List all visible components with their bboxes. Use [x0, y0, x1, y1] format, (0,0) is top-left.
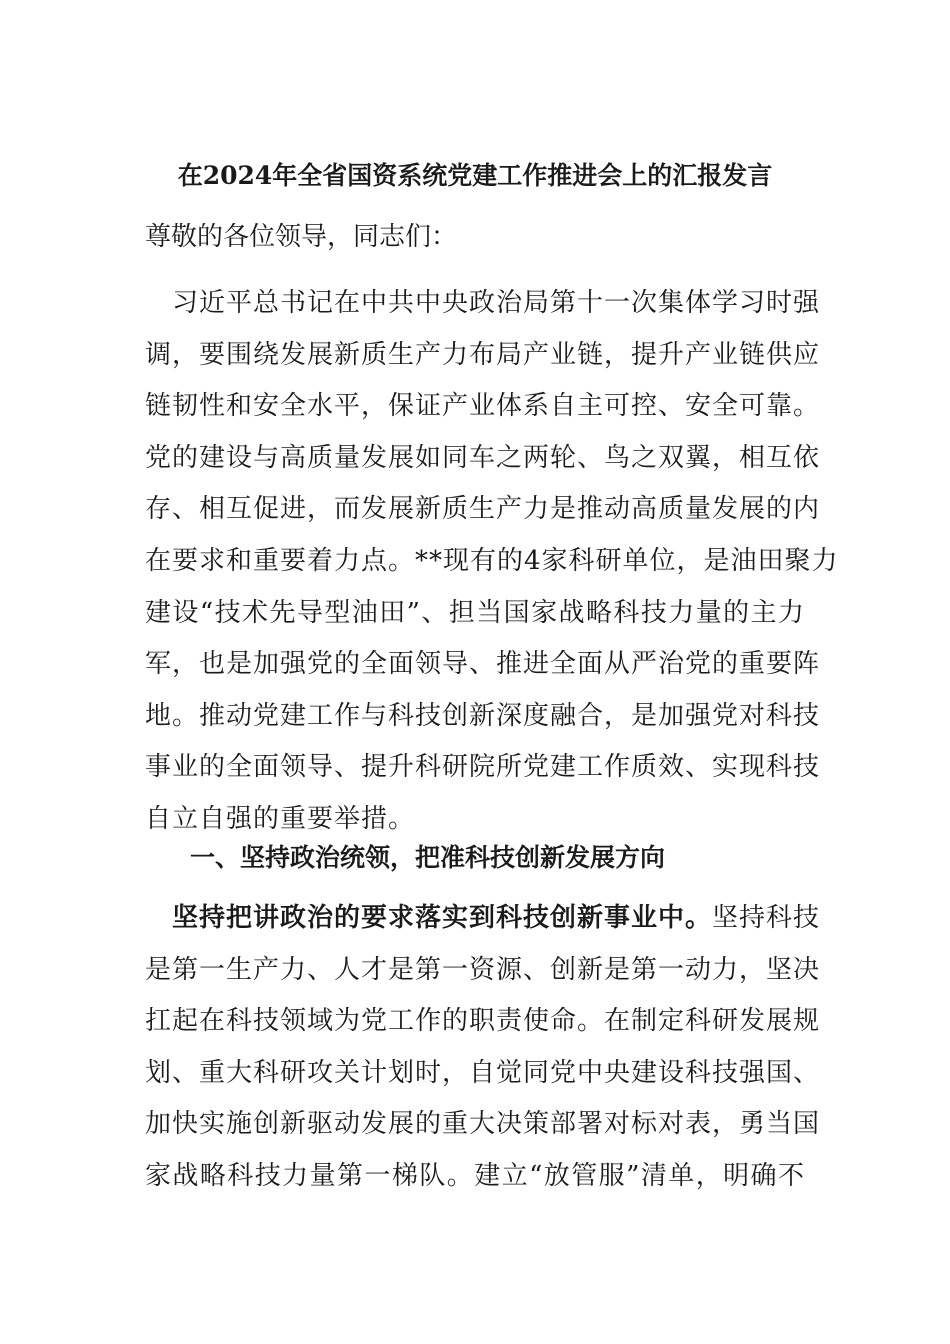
paragraph-line: 链韧性和安全水平，保证产业体系自主可控、安全可靠。	[145, 391, 821, 422]
paragraph-line: 划、重大科研攻关计划时，自觉同党中央建设科技强国、	[145, 1057, 821, 1088]
paragraph-line: 习近平总书记在中共中央政治局第十一次集体学习时强	[145, 288, 821, 318]
paragraph-line: 党的建设与高质量发展如同车之两轮、鸟之双翼，相互依	[145, 442, 821, 473]
paragraph-line: 家战略科技力量第一梯队。建立“放管服”清单，明确不	[145, 1160, 805, 1191]
paragraph-line: 扛起在科技领域为党工作的职责使命。在制定科研发展规	[145, 1006, 821, 1037]
paragraph-intro	[145, 278, 839, 846]
paragraph-line: 事业的全面领导、提升科研院所党建工作质效、实现科技	[145, 752, 821, 783]
paragraph-section-1	[145, 893, 821, 1203]
paragraph-line: 自立自强的重要举措。	[145, 803, 416, 834]
paragraph-lead-sentence: 坚持把讲政治的要求落实到科技创新事业中。	[145, 903, 713, 933]
paragraph-line: 加快实施创新驱动发展的重大决策部署对标对表，勇当国	[145, 1109, 821, 1140]
paragraph-line: 调，要围绕发展新质生产力布局产业链，提升产业链供应	[145, 339, 821, 370]
salutation: 尊敬的各位领导，同志们：	[145, 222, 458, 252]
document-title: 在2024年全省国资系统党建工作推进会上的汇报发言	[177, 161, 773, 190]
paragraph-first-line	[145, 893, 821, 945]
paragraph-lead-rest: 坚持科技	[712, 903, 821, 933]
paragraph-line: 军，也是加强党的全面领导、推进全面从严治党的重要阵	[145, 649, 821, 680]
paragraph-line: 在要求和重要着力点。**现有的4家科研单位，是油田聚力	[145, 545, 839, 576]
paragraph-line: 地。推动党建工作与科技创新深度融合，是加强党对科技	[145, 700, 821, 731]
paragraph-line: 建设“技术先导型油田”、担当国家战略科技力量的主力	[145, 597, 805, 628]
paragraph-line: 是第一生产力、人才是第一资源、创新是第一动力，坚决	[145, 954, 821, 985]
paragraph-line: 存、相互促进，而发展新质生产力是推动高质量发展的内	[145, 494, 821, 525]
section-heading-1: 一、坚持政治统领，把准科技创新发展方向	[190, 843, 666, 872]
